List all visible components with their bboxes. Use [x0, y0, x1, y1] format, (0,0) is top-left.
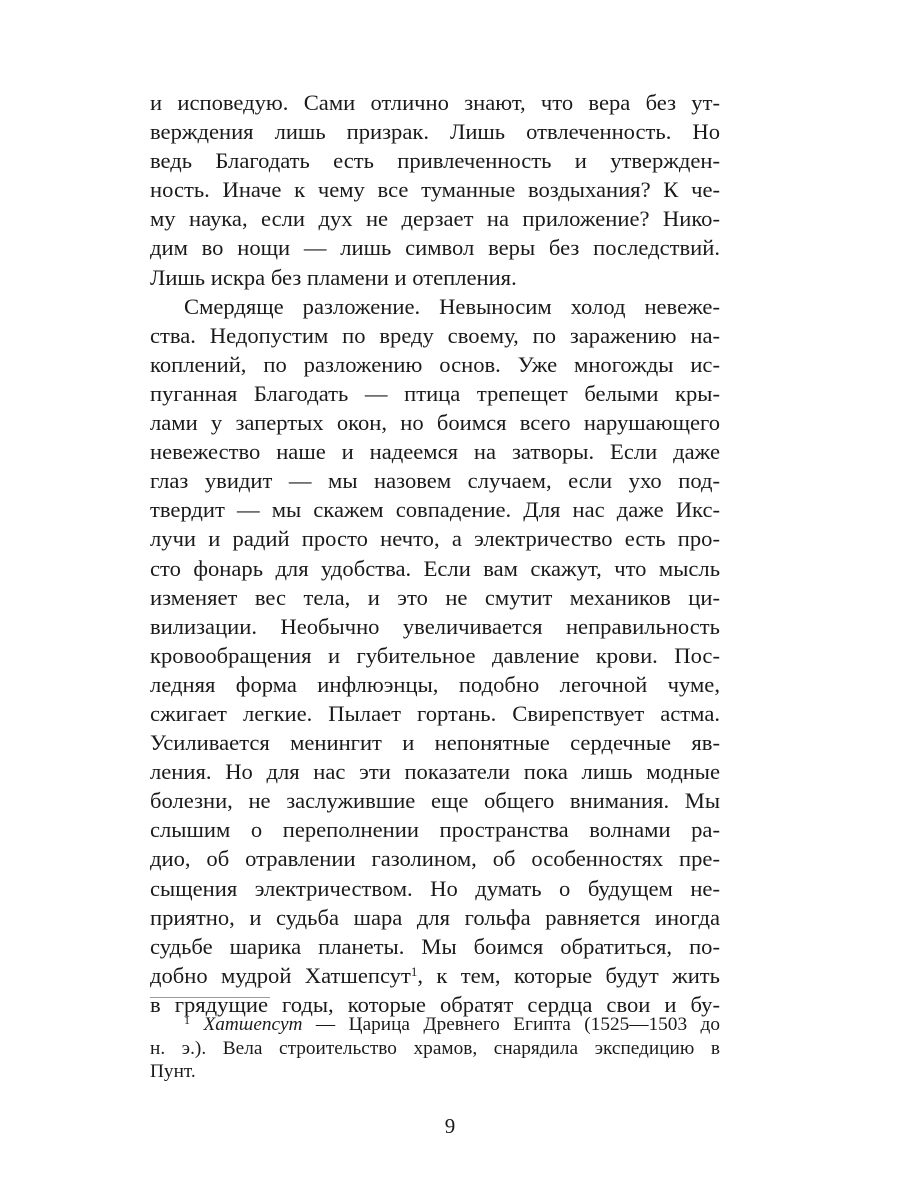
text-line-paragraph-end: Лишь искра без пламени и отепления. — [150, 264, 517, 290]
text-line: слышим о переполнении пространства волнами ра- — [150, 817, 720, 843]
footnote-line: н. э.). Вела строительство храмов, снарядила экспедицию в — [150, 1037, 720, 1059]
footnote-line — [150, 1013, 720, 1037]
text-line: ледняя форма инфлюэнцы, подобно легочной чуме, — [150, 671, 720, 697]
text-line: невежество наше и надеемся на затворы. Если даже — [150, 439, 720, 465]
text-line: сто фонарь для удобства. Если вам скажут, что мысль — [150, 555, 720, 581]
text-line: глаз увидит — мы назовем случаем, если ухо под- — [150, 468, 720, 494]
text-segment: , к тем, которые будут жить — [417, 962, 720, 988]
text-line: ства. Недопустим по вреду своему, по заражению на- — [150, 322, 720, 348]
text-line: Усиливается менингит и непонятные сердечные яв- — [150, 730, 720, 756]
footnote-term: Хатшепсут — [203, 1014, 303, 1035]
text-line: и исповедую. Сами отлично знают, что вера без ут- — [150, 90, 720, 115]
text-line: верждения лишь призрак. Лишь отвлеченность. Но — [150, 119, 720, 145]
text-line: сжигает легкие. Пылает гортань. Свирепствует астма. — [150, 700, 720, 726]
text-line: ведь Благодать есть привлеченность и утвержден- — [150, 148, 720, 174]
footnote-reference[interactable]: 1 — [410, 963, 418, 979]
footnote-separator — [150, 997, 270, 998]
text-line: му наука, если дух не дерзает на приложение? Нико- — [150, 206, 720, 232]
text-line: дим во нощи — лишь символ веры без последствий. — [150, 235, 720, 261]
footnote-marker: 1 — [184, 1013, 190, 1027]
text-line: судьбе шарика планеты. Мы боимся обратиться, по- — [150, 933, 720, 959]
text-line: вилизации. Необычно увеличивается неправильность — [150, 613, 720, 639]
text-line: лучи и радий просто нечто, а электричество есть про- — [150, 526, 720, 552]
footnote-block — [150, 1013, 720, 1084]
footnote-line: Пунт. — [150, 1061, 196, 1082]
text-line: кровообращения и губительное давление крови. Пос- — [150, 642, 720, 668]
text-line: дио, об отравлении газолином, об особенностях пре- — [150, 846, 720, 872]
text-line: твердит — мы скажем совпадение. Для нас даже Икс- — [150, 497, 720, 523]
text-line: в грядущие годы, которые обратят сердца свои и бу- — [150, 991, 720, 1017]
text-line: ления. Но для нас эти показатели пока лишь модные — [150, 759, 720, 785]
page-body-text — [150, 88, 720, 1019]
text-line-with-footnote-ref — [150, 961, 720, 990]
text-line: коплений, по разложению основ. Уже многожды ис- — [150, 351, 720, 377]
text-line: сыщения электричеством. Но думать о будущем не- — [150, 875, 720, 901]
text-line: болезни, не заслужившие еще общего внимания. Мы — [150, 788, 720, 814]
text-line: приятно, и судьба шара для гольфа равняется иногда — [150, 904, 720, 930]
footnote-text: — Царица Древнего Египта (1525—1503 до — [302, 1014, 720, 1035]
text-line-paragraph-start: Смердяще разложение. Невыносим холод невеже- — [184, 293, 720, 319]
page-number: 9 — [444, 1114, 456, 1138]
text-line: лами у запертых окон, но боимся всего нарушающего — [150, 410, 720, 436]
text-line: пуганная Благодать — птица трепещет белыми кры- — [150, 380, 720, 406]
text-segment: добно мудрой Хатшепсут — [150, 962, 411, 988]
text-line: ность. Иначе к чему все туманные воздыхания? К че- — [150, 177, 720, 203]
text-line: изменяет вес тела, и это не смутит механиков ци- — [150, 584, 720, 610]
